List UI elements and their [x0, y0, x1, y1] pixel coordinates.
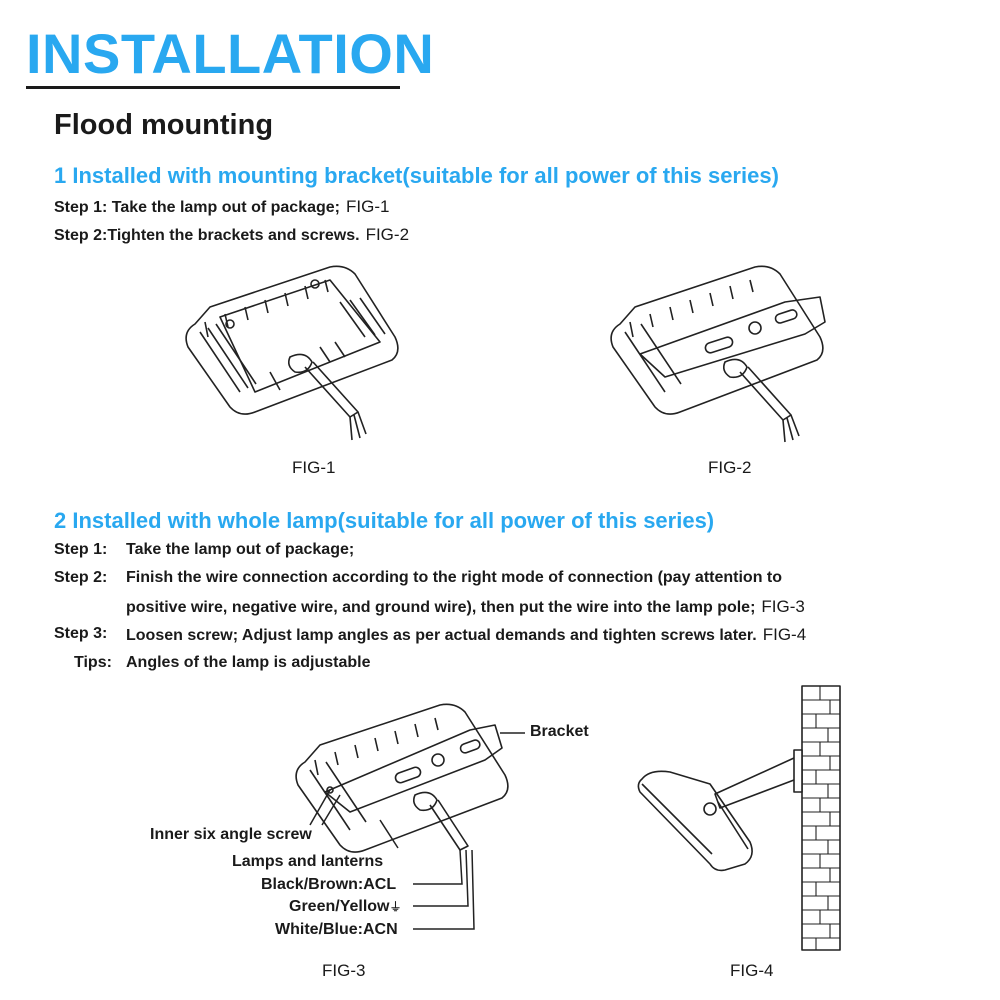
fig3-label-screw: Inner six angle screw: [150, 826, 312, 843]
section1-step1-label: Step 1: Take the lamp out of package;: [54, 199, 340, 216]
section2-heading: 2 Installed with whole lamp(suitable for all power of this series): [54, 508, 715, 533]
section2-step3-prefix: Step 3:: [54, 625, 108, 642]
section2-step1-prefix: Step 1:: [54, 541, 108, 558]
section2-step2-text2-label: positive wire, negative wire, and ground wire), then put the wire into the lamp pole;: [126, 599, 756, 616]
ground-symbol-icon: ⏚: [389, 900, 402, 914]
section2-tips-prefix: Tips:: [74, 654, 112, 671]
fig2-caption: FIG-2: [708, 458, 752, 477]
fig3-label-acn: White/Blue:ACN: [275, 921, 398, 938]
section2-step1-text: Take the lamp out of package;: [126, 541, 355, 558]
section2-step2-fig: FIG-3: [761, 597, 805, 616]
fig3-label-ground-text: Green/Yellow: [289, 898, 390, 915]
fig4-wall-mount-drawing: [630, 684, 845, 954]
section2-step2-prefix: Step 2:: [54, 569, 108, 586]
fig1-caption: FIG-1: [292, 458, 336, 477]
fig3-label-bracket: Bracket: [530, 723, 589, 740]
section1-step2-label: Step 2:Tighten the brackets and screws.: [54, 227, 360, 244]
section1-step2-fig: FIG-2: [365, 225, 410, 244]
section2-step3-label: Loosen screw; Adjust lamp angles as per actual demands and tighten screws later.: [126, 627, 757, 644]
fig3-label-lamps: Lamps and lanterns: [232, 853, 384, 870]
section1-step1-fig: FIG-1: [345, 197, 390, 216]
section2-step2-text: Finish the wire connection according to the right mode of connection (pay attention to: [126, 569, 783, 586]
page-title: INSTALLATION: [26, 22, 435, 85]
fig3-label-acl: Black/Brown:ACL: [261, 876, 397, 893]
section1-heading: 1 Installed with mounting bracket(suitable for all power of this series): [54, 163, 779, 188]
fig3-caption: FIG-3: [322, 961, 366, 980]
page-subtitle: Flood mounting: [54, 109, 274, 141]
section2-step3-fig: FIG-4: [762, 625, 807, 644]
fig3-label-ground: [289, 898, 402, 916]
section2-tips-text: Angles of the lamp is adjustable: [126, 654, 371, 671]
fig4-caption: FIG-4: [730, 961, 774, 980]
